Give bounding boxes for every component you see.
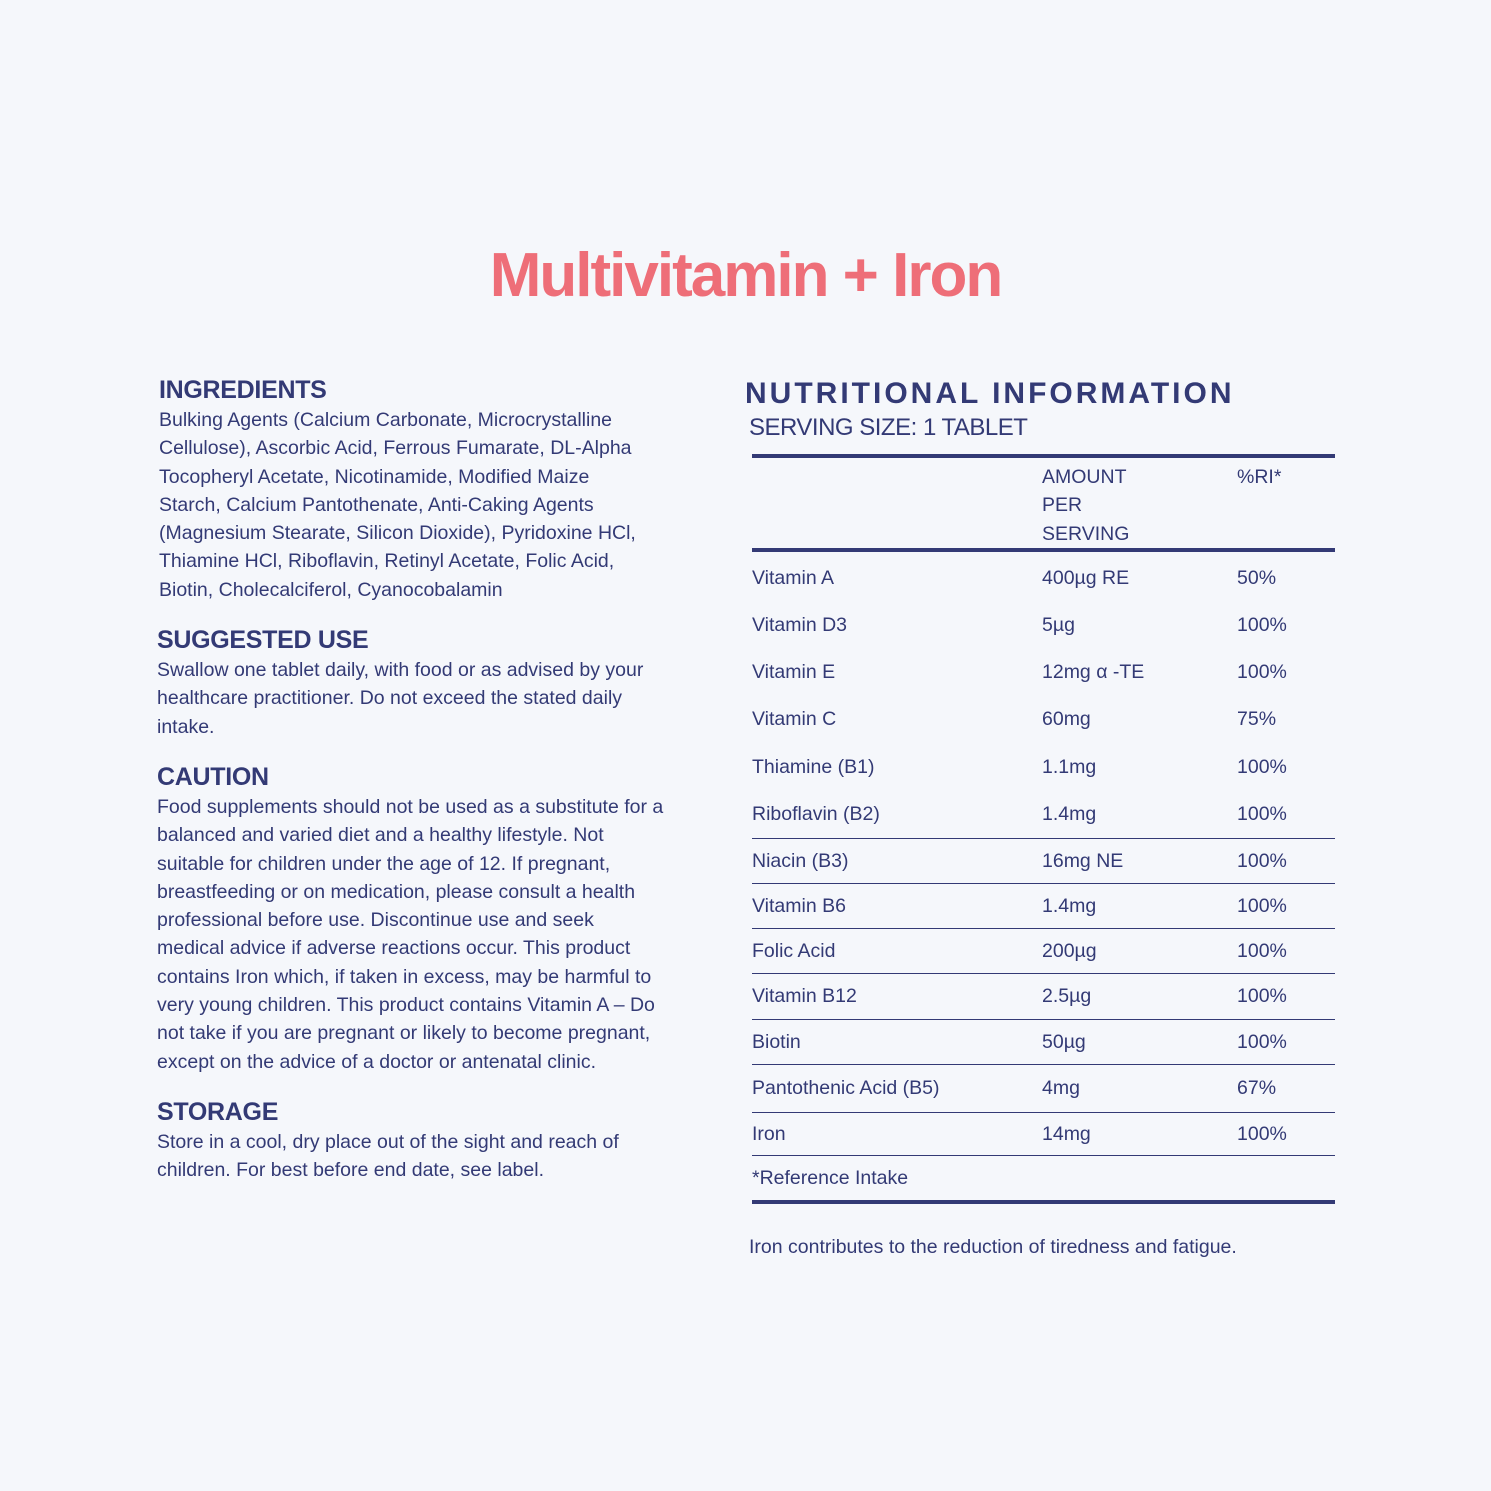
info-column <box>157 374 702 1185</box>
ingredients-line: (Magnesium Stearate, Silicon Dioxide), Pyridoxine HCl, <box>159 522 636 545</box>
nutrient-cell: Biotin <box>752 1030 801 1053</box>
table-row <box>752 1020 1335 1065</box>
ri-cell: 100% <box>1237 894 1287 917</box>
ri-cell: 50% <box>1237 566 1277 589</box>
nutrient-cell: Vitamin D3 <box>752 614 848 636</box>
nutrient-cell: Iron <box>752 1122 786 1145</box>
ingredients-line: Bulking Agents (Calcium Carbonate, Microcrystalline <box>159 409 613 431</box>
caution-line: except on the advice of a doctor or antenatal clinic. <box>157 1050 597 1073</box>
table-row <box>752 649 1335 695</box>
amount-cell: 60mg <box>1042 707 1091 730</box>
table-row <box>752 602 1335 649</box>
nutrient-cell: Vitamin E <box>752 660 836 683</box>
ri-cell: 100% <box>1237 660 1287 683</box>
amount-cell: 1.1mg <box>1042 755 1097 778</box>
nutrition-column <box>745 376 1335 1258</box>
nutrient-cell: Thiamine (B1) <box>752 755 875 778</box>
storage-line: Store in a cool, dry place out of the sight and reach of <box>157 1130 619 1153</box>
amount-cell: 5µg <box>1042 614 1075 636</box>
ingredients-line: Starch, Calcium Pantothenate, Anti-Caking Agents <box>159 493 594 516</box>
header-amount: AMOUNT PER SERVING <box>1042 466 1130 545</box>
ingredients-line: Tocopheryl Acetate, Nicotinamide, Modified Maize <box>159 465 590 488</box>
table-row <box>752 1113 1335 1156</box>
amount-cell: 400µg RE <box>1042 566 1130 589</box>
table-row <box>752 743 1335 791</box>
nutrition-table-header <box>752 458 1335 552</box>
caution-text <box>157 793 702 1076</box>
table-row <box>752 554 1335 602</box>
caution-heading: CAUTION <box>157 762 269 791</box>
table-row <box>752 974 1335 1020</box>
nutrient-cell: Niacin (B3) <box>752 849 849 872</box>
caution-line: medical advice if adverse reactions occur. This product <box>157 937 631 960</box>
amount-cell: 1.4mg <box>1042 894 1097 917</box>
amount-cell: 2.5µg <box>1042 985 1092 1007</box>
ri-cell: 100% <box>1237 803 1287 825</box>
amount-cell: 200µg <box>1042 939 1097 962</box>
ingredients-text <box>159 406 702 604</box>
storage-text <box>157 1128 702 1185</box>
suggested-use-line: Swallow one tablet daily, with food or as advised by your <box>157 659 644 682</box>
nutrient-cell: Vitamin B12 <box>752 985 857 1007</box>
suggested-use-heading: SUGGESTED USE <box>157 626 369 655</box>
amount-cell: 4mg <box>1042 1077 1080 1099</box>
table-row <box>752 929 1335 974</box>
ri-cell: 100% <box>1237 849 1287 872</box>
header-ri: %RI* <box>1237 466 1282 488</box>
table-row <box>752 695 1335 743</box>
nutrient-cell: Folic Acid <box>752 939 836 962</box>
storage-heading: STORAGE <box>157 1097 279 1126</box>
amount-cell: 16mg NE <box>1042 849 1124 872</box>
ingredients-line: Biotin, Cholecalciferol, Cyanocobalamin <box>159 578 503 601</box>
table-row <box>752 791 1335 839</box>
ingredients-heading: INGREDIENTS <box>159 376 327 404</box>
amount-cell: 50µg <box>1042 1030 1086 1053</box>
ri-cell: 100% <box>1237 939 1287 962</box>
nutrition-table <box>752 454 1335 1204</box>
suggested-use-section <box>157 624 702 741</box>
suggested-use-line: intake. <box>157 715 215 738</box>
table-row <box>752 1065 1335 1113</box>
ri-cell: 100% <box>1237 985 1287 1007</box>
ingredients-line: Cellulose), Ascorbic Acid, Ferrous Fumarate, DL-Alpha <box>159 437 632 460</box>
ri-cell: 67% <box>1237 1077 1277 1099</box>
nutrient-cell: Riboflavin (B2) <box>752 803 880 825</box>
nutrition-table-body <box>752 554 1335 1156</box>
ri-cell: 100% <box>1237 755 1287 778</box>
caution-line: Food supplements should not be used as a substitute for a <box>157 795 664 818</box>
caution-line: very young children. This product contains Vitamin A – Do <box>157 994 655 1017</box>
amount-cell: 1.4mg <box>1042 803 1097 825</box>
storage-section <box>157 1096 702 1185</box>
nutrient-cell: Vitamin A <box>752 566 835 589</box>
caution-line: balanced and varied diet and a healthy lifestyle. Not <box>157 824 604 847</box>
suggested-use-line: healthcare practitioner. Do not exceed the stated daily <box>157 687 623 710</box>
page-title: Multivitamin + Iron <box>489 241 1002 310</box>
ingredients-line: Thiamine HCl, Riboflavin, Retinyl Acetate, Folic Acid, <box>159 550 615 573</box>
suggested-use-text <box>157 656 702 741</box>
ingredients-section <box>159 374 702 604</box>
table-row <box>752 884 1335 929</box>
caution-line: professional before use. Discontinue use and seek <box>157 909 594 932</box>
caution-section <box>157 761 702 1076</box>
serving-size: SERVING SIZE: 1 TABLET <box>749 414 1028 441</box>
health-claim: Iron contributes to the reduction of tiredness and fatigue. <box>749 1236 1237 1258</box>
reference-intake-footnote: *Reference Intake <box>752 1156 1335 1204</box>
caution-line: contains Iron which, if taken in excess, may be harmful to <box>157 965 652 988</box>
header-nutrient <box>752 458 1042 548</box>
amount-cell: 12mg α -TE <box>1042 660 1145 683</box>
nutrient-cell: Vitamin C <box>752 707 837 730</box>
nutrition-heading: NUTRITIONAL INFORMATION <box>745 377 1235 410</box>
caution-line: suitable for children under the age of 12. If pregnant, <box>157 852 611 875</box>
caution-line: not take if you are pregnant or likely to become pregnant, <box>157 1022 651 1045</box>
ri-cell: 75% <box>1237 707 1277 730</box>
nutrient-cell: Vitamin B6 <box>752 894 846 917</box>
ri-cell: 100% <box>1237 1122 1287 1145</box>
caution-line: breastfeeding or on medication, please consult a health <box>157 880 636 903</box>
nutrient-cell: Pantothenic Acid (B5) <box>752 1077 940 1099</box>
ri-cell: 100% <box>1237 614 1287 636</box>
ri-cell: 100% <box>1237 1030 1287 1053</box>
table-row <box>752 839 1335 884</box>
storage-line: children. For best before end date, see label. <box>157 1159 544 1182</box>
amount-cell: 14mg <box>1042 1122 1091 1145</box>
